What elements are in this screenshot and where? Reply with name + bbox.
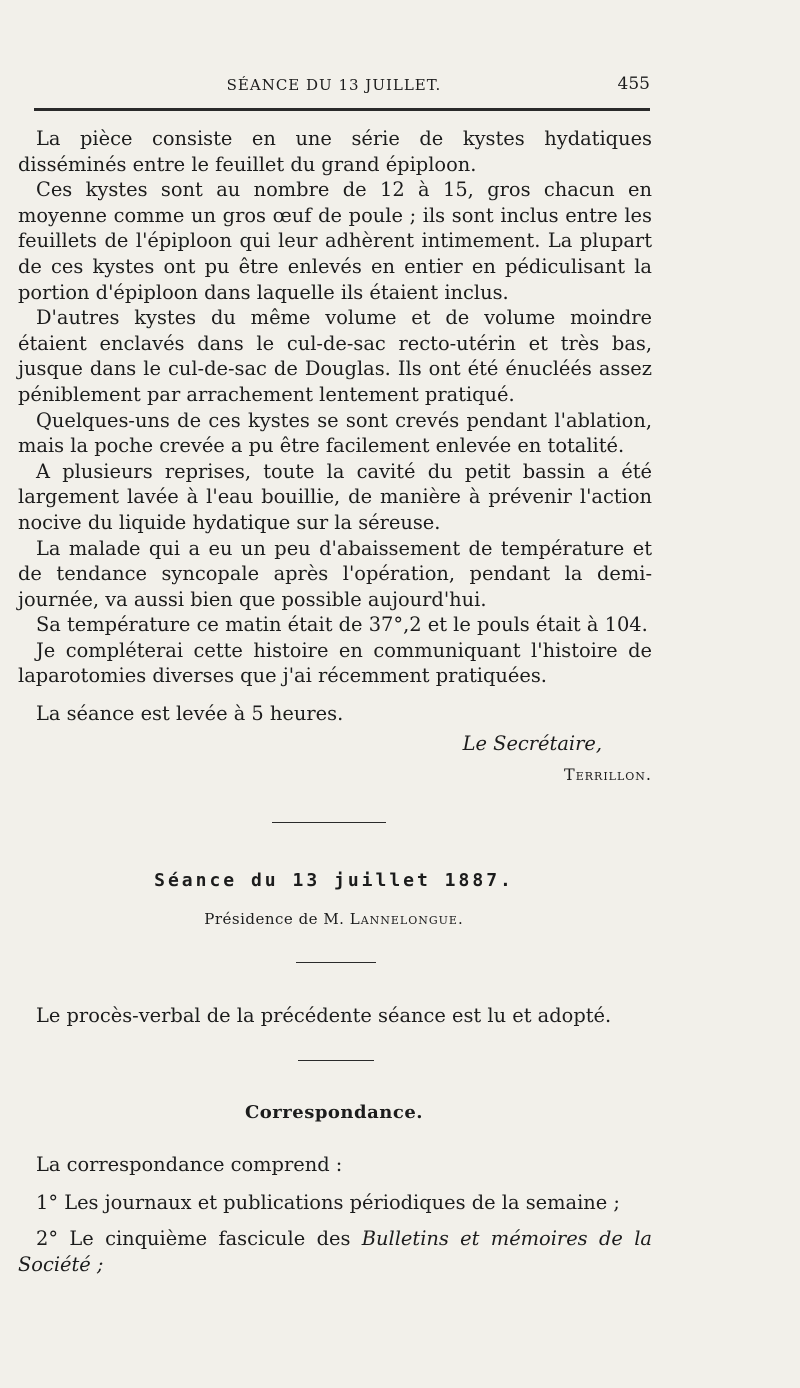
paragraph: Sa température ce matin était de 37°,2 et le pouls était à 104. xyxy=(36,613,648,637)
correspondence-item xyxy=(18,1226,652,1278)
paragraph: A plusieurs reprises, toute la cavité du petit bassin a été largement lavée à l'eau bouillie, de manière à prévenir l'action nocive du liquide hydatique sur la séreuse. xyxy=(18,459,652,534)
header-rule xyxy=(34,108,650,111)
body-text xyxy=(18,126,652,788)
section-divider xyxy=(298,1060,374,1061)
correspondence-heading: Correspondance. xyxy=(244,1102,424,1123)
running-title: SÉANCE DU 13 JUILLET. xyxy=(226,76,442,94)
paragraph: D'autres kystes du même volume et de volume moindre étaient enclavés dans le cul-de-sac recto-utérin et très bas, jusque dans le cul-de-sac de Douglas. Ils ont été énucléés assez péniblement par arrachement lentement pratiqué. xyxy=(18,306,652,406)
session-title: Séance du 13 juillet 1887. xyxy=(154,870,514,891)
page-number: 455 xyxy=(617,74,650,94)
section-divider xyxy=(272,822,386,823)
page-header xyxy=(18,72,650,100)
minutes-statement: Le procès-verbal de la précédente séance est lu et adopté. xyxy=(36,1004,612,1027)
closing-line: La séance est levée à 5 heures. xyxy=(36,702,344,726)
president-name: Lannelongue. xyxy=(349,910,464,928)
signature-label: Le Secrétaire, xyxy=(462,731,602,755)
paragraph: La pièce consiste en une série de kystes hydatiques disséminés entre le feuillet du grand épiploon. xyxy=(18,127,652,176)
presidency-line xyxy=(18,910,650,928)
presidency-prefix: Présidence de M. xyxy=(204,910,345,928)
paragraph: Quelques-uns de ces kystes se sont crevés pendant l'ablation, mais la poche crevée a pu être facilement enlevée en totalité. xyxy=(18,408,652,458)
paragraph: Ces kystes sont au nombre de 12 à 15, gros chacun en moyenne comme un gros œuf de poule ; ils sont inclus entre les feuillets de l'épiploon qui leur adhèrent intimement. La plupart de ces kystes ont pu être enlevés en entier en pédiculisant la portion d'épiploon dans laquelle ils étaient inclus. xyxy=(18,178,652,304)
section-divider xyxy=(296,962,376,963)
paragraph: Je compléterai cette histoire en communiquant l'histoire de laparotomies diverses que j'ai récemment pratiquées. xyxy=(18,638,652,688)
signature-name: Terrillon. xyxy=(564,765,652,785)
publication-title: Bulletins et mémoires de la Société ; xyxy=(18,1227,652,1276)
correspondence-item: 1° Les journaux et publications périodiques de la semaine ; xyxy=(36,1191,620,1214)
correspondence-intro: La correspondance comprend : xyxy=(36,1153,343,1176)
paragraph: La malade qui a eu un peu d'abaissement de température et de tendance syncopale après l'opération, pendant la demi-journée, va aussi bien que possible aujourd'hui. xyxy=(18,536,652,611)
correspondence-body xyxy=(18,1152,652,1288)
correspondence-item-text: 2° Le cinquième fascicule des xyxy=(36,1227,351,1250)
